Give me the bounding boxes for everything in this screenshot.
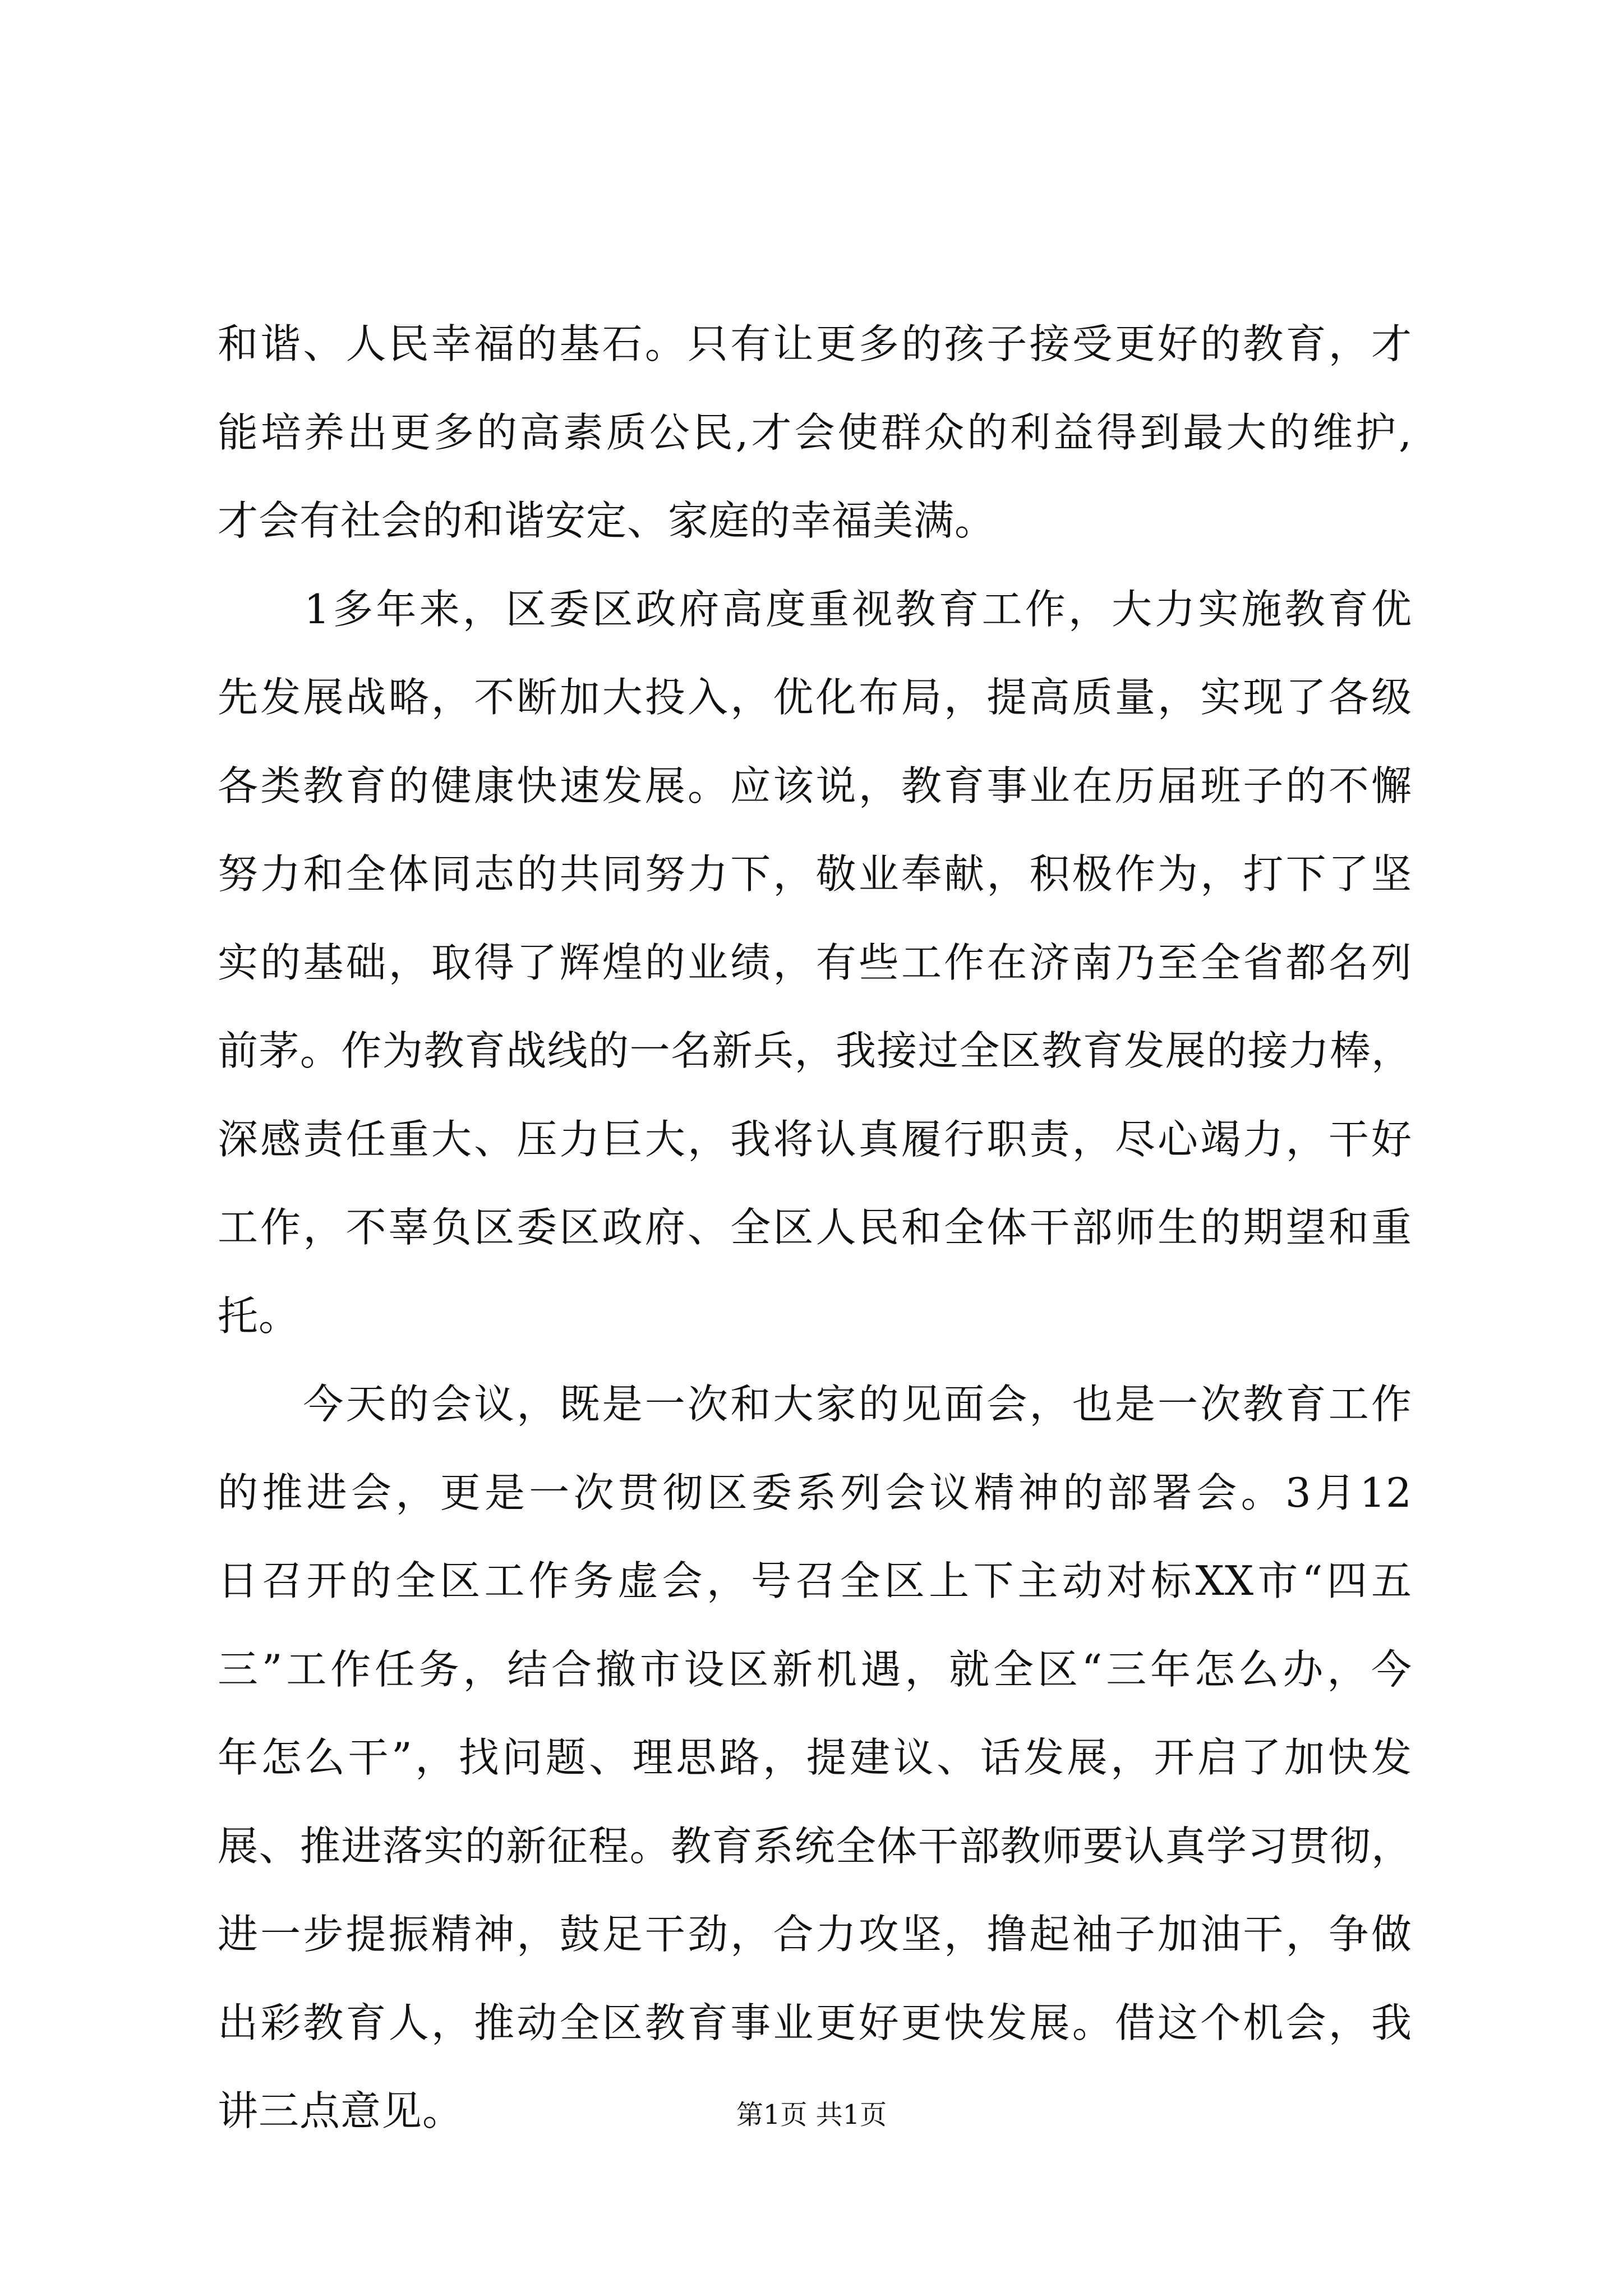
text-line: 和谐、人民幸福的基石。只有让更多的孩子接受更好的教育，才 — [218, 320, 1412, 367]
text-line: 托。 — [218, 1292, 300, 1340]
text-line: 讲三点意见。 — [218, 2087, 464, 2134]
text-line: 实的基础，取得了辉煌的业绩，有些工作在济南乃至全省都名列 — [218, 938, 1412, 986]
text-line: 出彩教育人，推动全区教育事业更好更快发展。借这个机会，我 — [218, 1999, 1412, 2046]
text-line: 日召开的全区工作务虚会，号召全区上下主动对标XX市“四五 — [218, 1557, 1412, 1604]
paragraph-3 — [218, 1360, 1412, 2156]
text-line: 深感责任重大、压力巨大，我将认真履行职责，尽心竭力，干好 — [218, 1115, 1412, 1163]
text-line: 1多年来，区委区政府高度重视教育工作，大力实施教育优 — [218, 585, 1412, 633]
text-line: 三”工作任务，结合撤市设区新机遇，就全区“三年怎么办，今 — [218, 1645, 1412, 1693]
text-line: 前茅。作为教育战线的一名新兵，我接过全区教育发展的接力棒， — [218, 1027, 1412, 1074]
paragraph-1 — [218, 300, 1412, 565]
text-line: 的推进会，更是一次贯彻区委系列会议精神的部署会。3月12 — [218, 1469, 1412, 1516]
page-footer: 第1页 共1页 — [736, 2099, 887, 2131]
text-line: 才会有社会的和谐安定、家庭的幸福美满。 — [218, 497, 996, 544]
text-line: 各类教育的健康快速发展。应该说，教育事业在历届班子的不懈 — [218, 762, 1412, 809]
document-body — [218, 300, 1412, 2156]
paragraph-2 — [218, 565, 1412, 1361]
text-line: 工作，不辜负区委区政府、全区人民和全体干部师生的期望和重 — [218, 1204, 1412, 1251]
text-line: 先发展战略，不断加大投入，优化布局，提高质量，实现了各级 — [218, 674, 1412, 721]
text-line: 年怎么干”，找问题、理思路，提建议、话发展，开启了加快发 — [218, 1734, 1412, 1781]
text-line: 今天的会议，既是一次和大家的见面会，也是一次教育工作 — [218, 1381, 1412, 1428]
text-line: 展、推进落实的新征程。教育系统全体干部教师要认真学习贯彻， — [218, 1822, 1412, 1870]
text-line: 能培养出更多的高素质公民,才会使群众的利益得到最大的维护, — [218, 408, 1412, 456]
text-line: 努力和全体同志的共同努力下，敬业奉献，积极作为，打下了坚 — [218, 850, 1412, 898]
text-line: 进一步提振精神，鼓足干劲，合力攻坚，撸起袖子加油干，争做 — [218, 1911, 1412, 1958]
